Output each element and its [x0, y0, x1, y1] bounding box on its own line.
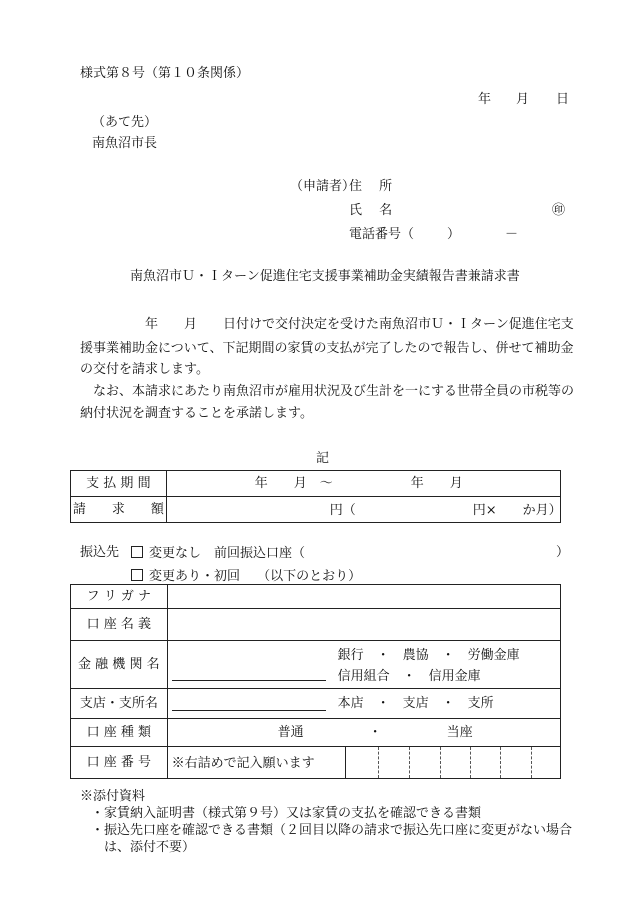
digit-divider: [409, 747, 410, 778]
bank-label: 金 融 機 関 名: [71, 641, 168, 689]
period-label: 支 払 期 間: [71, 471, 167, 497]
digit-divider: [378, 747, 379, 778]
branch-types: 本店 ・ 支店 ・ 支所: [337, 696, 494, 711]
number-label: 口 座 番 号: [71, 747, 168, 779]
option-change-label: 変更あり・初回 （以下のとおり）: [149, 569, 362, 584]
seal-mark: ㊞: [552, 203, 566, 218]
addressee: 南魚沼市長: [92, 136, 158, 151]
amount-detail: 円× か月）: [472, 503, 562, 518]
phone-dash: －: [505, 227, 519, 242]
digit-divider: [500, 747, 501, 778]
transfer-option-no-change[interactable]: [131, 546, 305, 560]
period-value[interactable]: 年 月 〜 年 月: [166, 471, 560, 497]
body-line-2: 援事業補助金について、下記期間の家賃の支払が完了したので報告し、併せて補助金: [80, 341, 574, 356]
attachment-item-2-cont: は、添付不要）: [104, 840, 196, 855]
transfer-label: 振込先: [80, 545, 120, 560]
branch-input[interactable]: [167, 689, 560, 719]
document-title: 南魚沼市Ｕ・Ｉターン促進住宅支援事業補助金実績報告書兼請求書: [130, 269, 520, 284]
body-line-1: 年 月 日付けで交付決定を受けた南魚沼市Ｕ・Ｉターン促進住宅支: [80, 317, 574, 332]
number-note: ※右詰めで記入願います: [171, 756, 315, 771]
date-year-label: 年: [478, 92, 492, 107]
name-label: 氏 名: [349, 203, 393, 218]
holder-label: 口 座 名 義: [71, 609, 168, 641]
amount-yen: 円（: [329, 503, 356, 518]
checkbox-no-change[interactable]: [131, 546, 143, 558]
account-table: [70, 584, 561, 779]
branch-label: 支店・支所名: [71, 689, 168, 719]
bank-name-underline: [172, 680, 326, 681]
payment-table: [70, 470, 561, 523]
furigana-label: フ リ ガ ナ: [71, 585, 168, 609]
date-day-label: 日: [556, 92, 570, 107]
body-line-5: 納付状況を調査することを承諾します。: [80, 406, 313, 421]
bank-types-line-2: 信用組合 ・ 信用金庫: [337, 669, 481, 684]
form-number: 様式第８号（第１０条関係）: [80, 66, 250, 81]
digit-divider: [440, 747, 441, 778]
furigana-input[interactable]: [167, 585, 560, 609]
attachments-heading: ※添付資料: [80, 789, 146, 804]
digit-divider: [470, 747, 471, 778]
option-no-change-close: ）: [556, 545, 570, 560]
applicant-label: （申請者）: [290, 179, 356, 194]
digit-divider: [531, 747, 532, 778]
phone-close: ）: [447, 227, 461, 242]
body-line-3: の交付を請求します。: [80, 362, 209, 377]
amount-value[interactable]: [166, 497, 560, 523]
holder-input[interactable]: [167, 609, 560, 641]
bank-types-line-1: 銀行 ・ 農協 ・ 労働金庫: [337, 648, 520, 663]
branch-name-underline: [172, 710, 326, 711]
body-line-4: なお、本請求にあたり南魚沼市が雇用状況及び生計を一にする世帯全員の市税等の: [80, 384, 575, 399]
ki-heading: 記: [316, 451, 330, 466]
addressee-prefix: （あて先）: [92, 115, 158, 130]
amount-label: 請 求 額: [71, 497, 167, 523]
attachment-item-2: ・振込先口座を確認できる書類（２回目以降の請求で振込先口座に変更がない場合: [91, 823, 573, 838]
bank-input[interactable]: [167, 641, 560, 689]
type-label: 口 座 種 類: [71, 719, 168, 747]
phone-label: 電話番号（: [349, 227, 415, 242]
transfer-option-change[interactable]: [131, 569, 361, 583]
checkbox-change[interactable]: [131, 569, 143, 581]
date-month-label: 月: [516, 92, 530, 107]
number-divider: [345, 747, 346, 779]
number-input[interactable]: [167, 747, 560, 779]
type-value[interactable]: 普通 ・ 当座: [167, 719, 560, 747]
attachment-item-1: ・家賃納入証明書（様式第９号）又は家賃の支払を確認できる書類: [91, 806, 482, 821]
address-label: 住 所: [349, 179, 393, 194]
option-no-change-label: 変更なし 前回振込口座（: [149, 546, 306, 561]
